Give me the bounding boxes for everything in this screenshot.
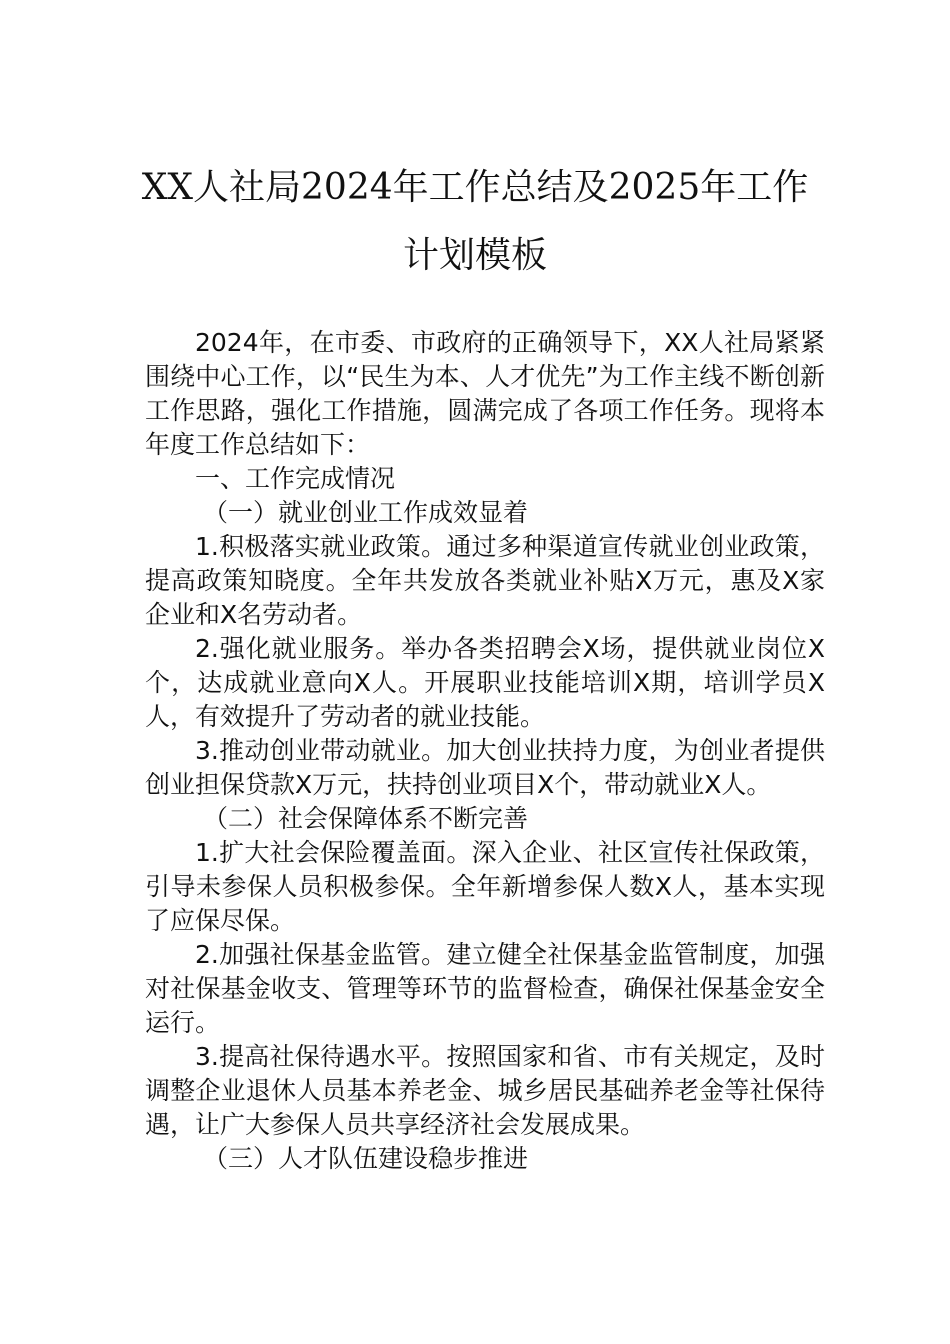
- paragraph-2-1: 1.扩大社会保险覆盖面。深入企业、社区宣传社保政策，引导未参保人员积极参保。全年新增参保人数X人，基本实现了应保尽保。: [145, 838, 825, 935]
- subsection-heading-3: （三）人才队伍建设稳步推进: [203, 1144, 529, 1173]
- document-body: [145, 326, 825, 1176]
- paragraph-1-1: 1.积极落实就业政策。通过多种渠道宣传就业创业政策，提高政策知晓度。全年共发放各类就业补贴X万元，惠及X家企业和X名劳动者。: [145, 532, 825, 629]
- intro-paragraph: 2024年，在市委、市政府的正确领导下，XX人社局紧紧围绕中心工作，以“民生为本、人才优先”为工作主线不断创新工作思路，强化工作措施，圆满完成了各项工作任务。现将本年度工作总结如下：: [145, 328, 825, 459]
- document-title-line-2: 计划模板: [402, 235, 547, 276]
- paragraph-2-2: 2.加强社保基金监管。建立健全社保基金监管制度，加强对社保基金收支、管理等环节的监督检查，确保社保基金安全运行。: [145, 940, 825, 1037]
- paragraph-1-3: 3.推动创业带动就业。加大创业扶持力度，为创业者提供创业担保贷款X万元，扶持创业项目X个，带动就业X人。: [145, 736, 825, 799]
- document-title-line-1: XX人社局2024年工作总结及2025年工作: [141, 167, 809, 208]
- subsection-heading-2: （二）社会保障体系不断完善: [203, 804, 529, 833]
- section-heading-1: 一、工作完成情况: [195, 464, 396, 493]
- subsection-heading-1: （一）就业创业工作成效显着: [203, 498, 529, 527]
- paragraph-2-3: 3.提高社保待遇水平。按照国家和省、市有关规定，及时调整企业退休人员基本养老金、城乡居民基础养老金等社保待遇，让广大参保人员共享经济社会发展成果。: [145, 1042, 825, 1139]
- paragraph-1-2: 2.强化就业服务。举办各类招聘会X场，提供就业岗位X个，达成就业意向X人。开展职业技能培训X期，培训学员X人，有效提升了劳动者的就业技能。: [145, 634, 825, 731]
